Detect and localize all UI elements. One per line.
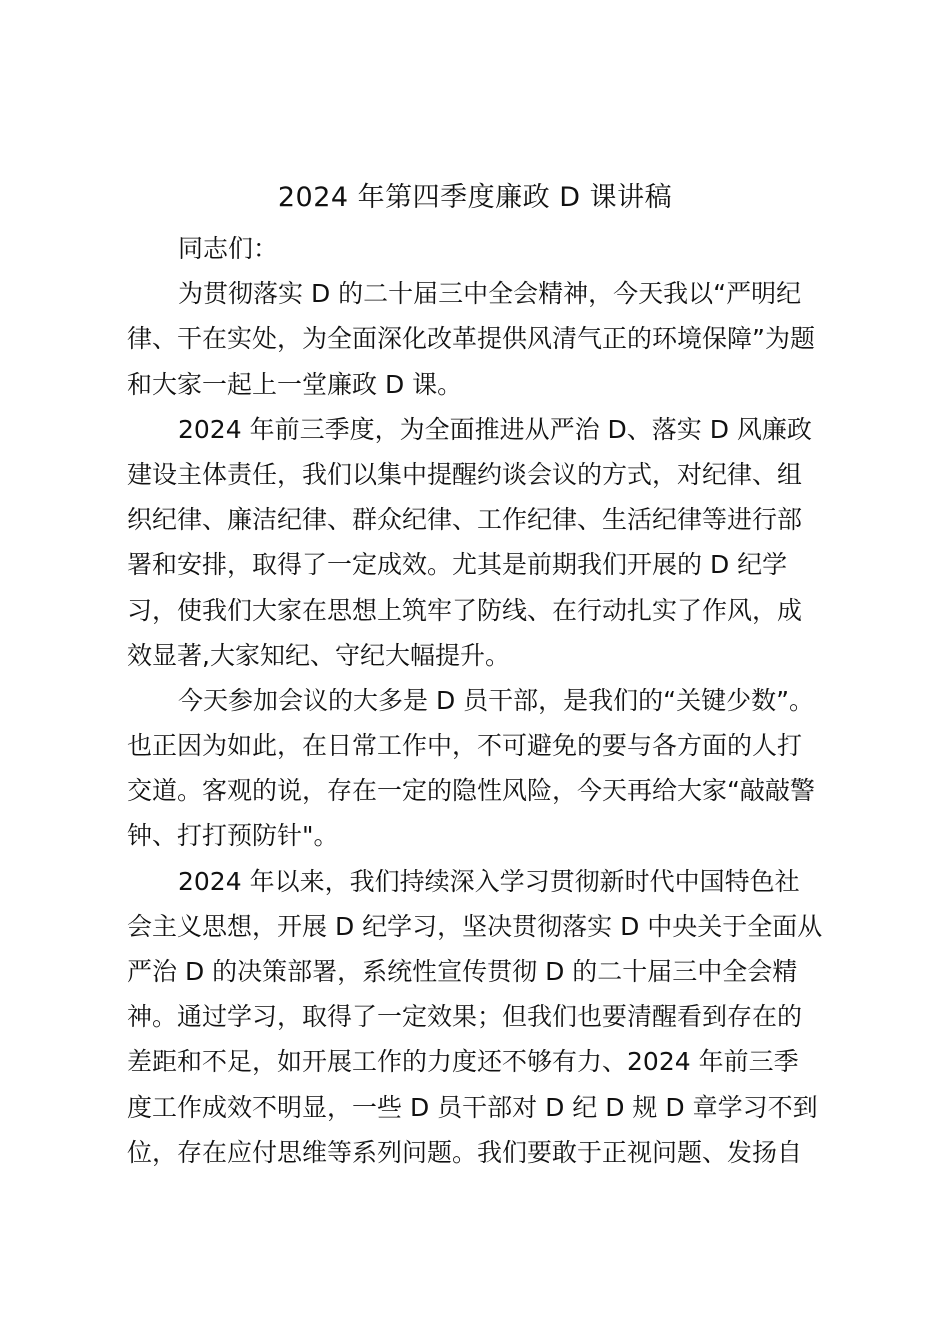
- document-title: 2024 年第四季度廉政 D 课讲稿: [277, 182, 673, 213]
- paragraph-3-line-2: 也正因为如此，在日常工作中，不可避免的要与各方面的人打: [127, 731, 803, 761]
- paragraph-2-line-6: 效显著,大家知纪、守纪大幅提升。: [127, 640, 510, 670]
- paragraph-3-line-4: 钟、打打预防针"。: [127, 821, 339, 851]
- paragraph-1-line-1: 为贯彻落实 D 的二十届三中全会精神，今天我以“严明纪: [178, 279, 802, 309]
- document-body: [127, 226, 832, 1175]
- paragraph-4-line-7: 位，存在应付思维等系列问题。我们要敢于正视问题、发扬自: [127, 1137, 803, 1167]
- paragraph-4-line-2: 会主义思想，开展 D 纪学习，坚决贯彻落实 D 中央关于全面从: [127, 911, 823, 941]
- paragraph-4-line-6: 度工作成效不明显，一些 D 员干部对 D 纪 D 规 D 章学习不到: [127, 1092, 818, 1122]
- paragraph-1-line-3: 和大家一起上一堂廉政 D 课。: [127, 369, 463, 399]
- paragraph-4-line-3: 严治 D 的决策部署，系统性宣传贯彻 D 的二十届三中全会精: [127, 957, 798, 986]
- paragraph-2-line-2: 建设主体责任，我们以集中提醒约谈会议的方式，对纪律、组: [127, 459, 803, 489]
- paragraph-2-line-4: 署和安排，取得了一定成效。尤其是前期我们开展的 D 纪学: [127, 550, 788, 580]
- paragraph-1-line-2: 律、干在实处，为全面深化改革提供风清气正的环境保障”为题: [127, 324, 815, 354]
- paragraph-2-line-5: 习，使我们大家在思想上筑牢了防线、在行动扎实了作风，成: [127, 595, 803, 625]
- paragraph-4-line-4: 神。通过学习，取得了一定效果；但我们也要清醒看到存在的: [127, 1002, 803, 1032]
- salutation-line: 同志们：: [178, 234, 279, 263]
- paragraph-3-line-1: 今天参加会议的大多是 D 员干部，是我们的“关键少数”。: [178, 685, 815, 715]
- paragraph-3-line-3: 交道。客观的说，存在一定的隐性风险，今天再给大家“敲敲警: [127, 776, 815, 806]
- paragraph-2-line-3: 织纪律、廉洁纪律、群众纪律、工作纪律、生活纪律等进行部: [127, 505, 803, 535]
- paragraph-4-line-5: 差距和不足，如开展工作的力度还不够有力、2024 年前三季: [127, 1047, 799, 1077]
- paragraph-2-line-1: 2024 年前三季度，为全面推进从严治 D、落实 D 风廉政: [178, 414, 812, 444]
- paragraph-4-line-1: 2024 年以来，我们持续深入学习贯彻新时代中国特色社: [178, 866, 800, 896]
